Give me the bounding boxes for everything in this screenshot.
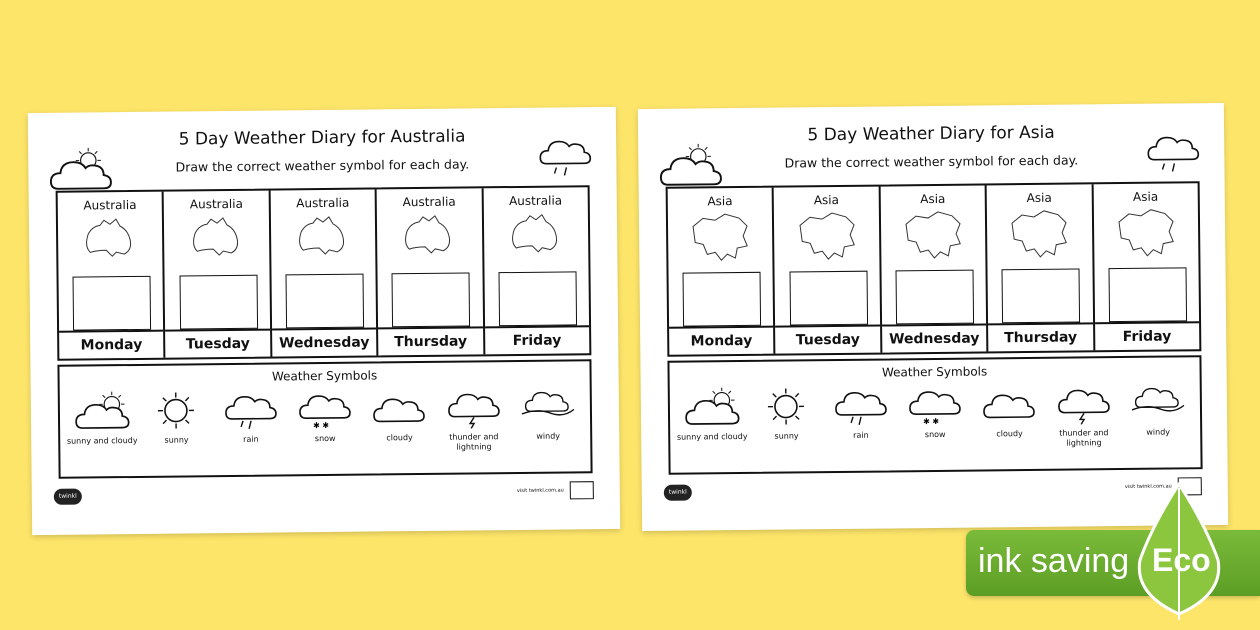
- day-column-thursday: [377, 188, 485, 355]
- worksheet-subtitle: Draw the correct weather symbol for each day.: [175, 156, 470, 175]
- worksheet-title: 5 Day Weather Diary for Asia: [807, 122, 1055, 146]
- sun-icon: [756, 385, 816, 428]
- ink-saving-label: ink saving: [978, 542, 1130, 580]
- drawing-box[interactable]: [683, 272, 762, 327]
- day-column-friday: [483, 187, 589, 354]
- day-grid: [56, 185, 592, 361]
- australia-map-icon: [188, 215, 244, 260]
- symbol-label: sunny and cloudy: [66, 435, 138, 446]
- region-label: Australia: [508, 193, 563, 209]
- rain-cloud-icon: [220, 388, 280, 431]
- wind-cloud-icon: [518, 385, 578, 428]
- symbol-sunny: [140, 389, 213, 456]
- rain-cloud-icon: [830, 384, 890, 427]
- drawing-box[interactable]: [392, 272, 471, 327]
- symbol-snow: [289, 388, 362, 455]
- asia-map-icon: [902, 210, 965, 263]
- drawing-box[interactable]: [1108, 267, 1187, 322]
- drawing-box[interactable]: [179, 275, 258, 330]
- asia-map-icon: [1008, 209, 1071, 262]
- weather-symbols-panel: [57, 359, 592, 479]
- symbol-cloudy: [363, 387, 436, 454]
- rain-cloud-icon: [1144, 129, 1204, 178]
- australia-map-icon: [82, 216, 138, 261]
- drawing-box[interactable]: [286, 274, 365, 329]
- day-column-monday: [58, 192, 166, 359]
- symbol-sunny: [750, 385, 823, 452]
- symbol-label: windy: [1146, 427, 1171, 437]
- footer-badge-icon: [570, 481, 594, 499]
- twinkl-logo: twinkl: [54, 489, 82, 505]
- svg-text:✱ ✱: ✱ ✱: [313, 420, 330, 431]
- weather-symbols-title: Weather Symbols: [271, 368, 378, 384]
- day-column-friday: [1093, 183, 1199, 350]
- region-label: Asia: [1132, 189, 1159, 204]
- symbol-label: snow: [924, 429, 946, 440]
- symbol-thunder-and-lightning: [1047, 382, 1120, 449]
- region-label: Australia: [189, 196, 243, 212]
- region-label: Australia: [83, 197, 137, 213]
- symbol-label: sunny: [774, 431, 799, 441]
- snow-cloud-icon: [295, 388, 355, 431]
- worksheet-asia: [638, 103, 1228, 531]
- sun-cloud-icon: [72, 390, 132, 433]
- day-name: Tuesday: [165, 329, 270, 358]
- footer-url: visit twinkl.com.au: [1124, 483, 1172, 490]
- rain-cloud-icon: [536, 133, 596, 182]
- region-label: Asia: [707, 194, 733, 209]
- day-name: Monday: [669, 326, 774, 355]
- sun-cloud-icon: [682, 386, 742, 429]
- symbol-rain: [214, 388, 287, 455]
- symbol-windy: [512, 385, 585, 452]
- day-column-wednesday: [270, 189, 378, 356]
- weather-symbols-panel: [667, 355, 1202, 475]
- day-name: Friday: [485, 325, 590, 354]
- asia-map-icon: [1115, 207, 1178, 260]
- worksheet-title: 5 Day Weather Diary for Australia: [178, 126, 466, 150]
- symbol-label: windy: [536, 431, 561, 441]
- svg-text:✱ ✱: ✱ ✱: [923, 416, 940, 427]
- weather-symbols-title: Weather Symbols: [881, 364, 988, 380]
- day-name: Tuesday: [775, 325, 880, 354]
- eco-label: Eco: [1152, 542, 1211, 578]
- sun-cloud-icon: [46, 146, 116, 191]
- worksheet-australia: [28, 107, 620, 535]
- drawing-box[interactable]: [498, 271, 577, 326]
- asia-map-icon: [689, 212, 752, 265]
- symbol-label: rain: [243, 434, 259, 444]
- cloud-icon: [979, 383, 1039, 426]
- day-column-tuesday: [164, 191, 272, 358]
- day-column-thursday: [987, 184, 1095, 351]
- sun-icon: [146, 389, 206, 432]
- asia-map-icon: [795, 211, 858, 264]
- drawing-box[interactable]: [789, 271, 868, 326]
- cloud-icon: [369, 387, 429, 430]
- region-label: Asia: [920, 191, 946, 207]
- drawing-box[interactable]: [896, 270, 975, 325]
- symbol-cloudy: [973, 383, 1046, 450]
- region-label: Australia: [402, 194, 456, 210]
- symbol-rain: [824, 384, 897, 451]
- thunder-cloud-icon: [1053, 382, 1113, 425]
- symbol-snow: [899, 384, 972, 451]
- region-label: Asia: [813, 192, 840, 208]
- symbol-label: sunny and cloudy: [676, 431, 748, 442]
- day-grid: [666, 181, 1202, 357]
- day-name: Friday: [1095, 321, 1200, 350]
- region-label: Australia: [296, 195, 350, 211]
- region-label: Asia: [1026, 190, 1052, 206]
- symbol-label: cloudy: [996, 429, 1023, 439]
- symbol-label: cloudy: [386, 433, 413, 443]
- day-column-tuesday: [774, 187, 882, 354]
- day-column-monday: [668, 188, 776, 355]
- day-name: Thursday: [378, 326, 483, 355]
- day-name: Monday: [59, 330, 164, 359]
- drawing-box[interactable]: [1002, 268, 1081, 323]
- snow-cloud-icon: [905, 384, 965, 427]
- australia-map-icon: [295, 214, 351, 259]
- drawing-box[interactable]: [73, 276, 152, 331]
- symbol-label: rain: [853, 430, 869, 440]
- footer-url: visit twinkl.com.au: [516, 487, 564, 494]
- symbol-label: thunder and lightning: [1059, 428, 1109, 448]
- australia-map-icon: [401, 213, 457, 258]
- day-name: Wednesday: [882, 323, 987, 352]
- worksheet-subtitle: Draw the correct weather symbol for each day.: [784, 152, 1079, 171]
- australia-map-icon: [508, 211, 564, 256]
- symbol-label: snow: [314, 433, 336, 444]
- symbol-thunder-and-lightning: [437, 386, 510, 453]
- symbol-sunny-and-cloudy: [676, 386, 749, 453]
- symbol-sunny-and-cloudy: [66, 390, 139, 457]
- day-name: Wednesday: [272, 327, 377, 356]
- symbol-label: sunny: [164, 435, 189, 445]
- thunder-cloud-icon: [443, 386, 503, 429]
- day-name: Thursday: [988, 322, 1093, 351]
- sun-cloud-icon: [656, 142, 726, 187]
- wind-cloud-icon: [1128, 381, 1188, 424]
- symbol-label: thunder and lightning: [449, 432, 499, 452]
- day-column-wednesday: [880, 185, 988, 352]
- symbol-windy: [1122, 381, 1195, 448]
- twinkl-logo: twinkl: [664, 485, 692, 501]
